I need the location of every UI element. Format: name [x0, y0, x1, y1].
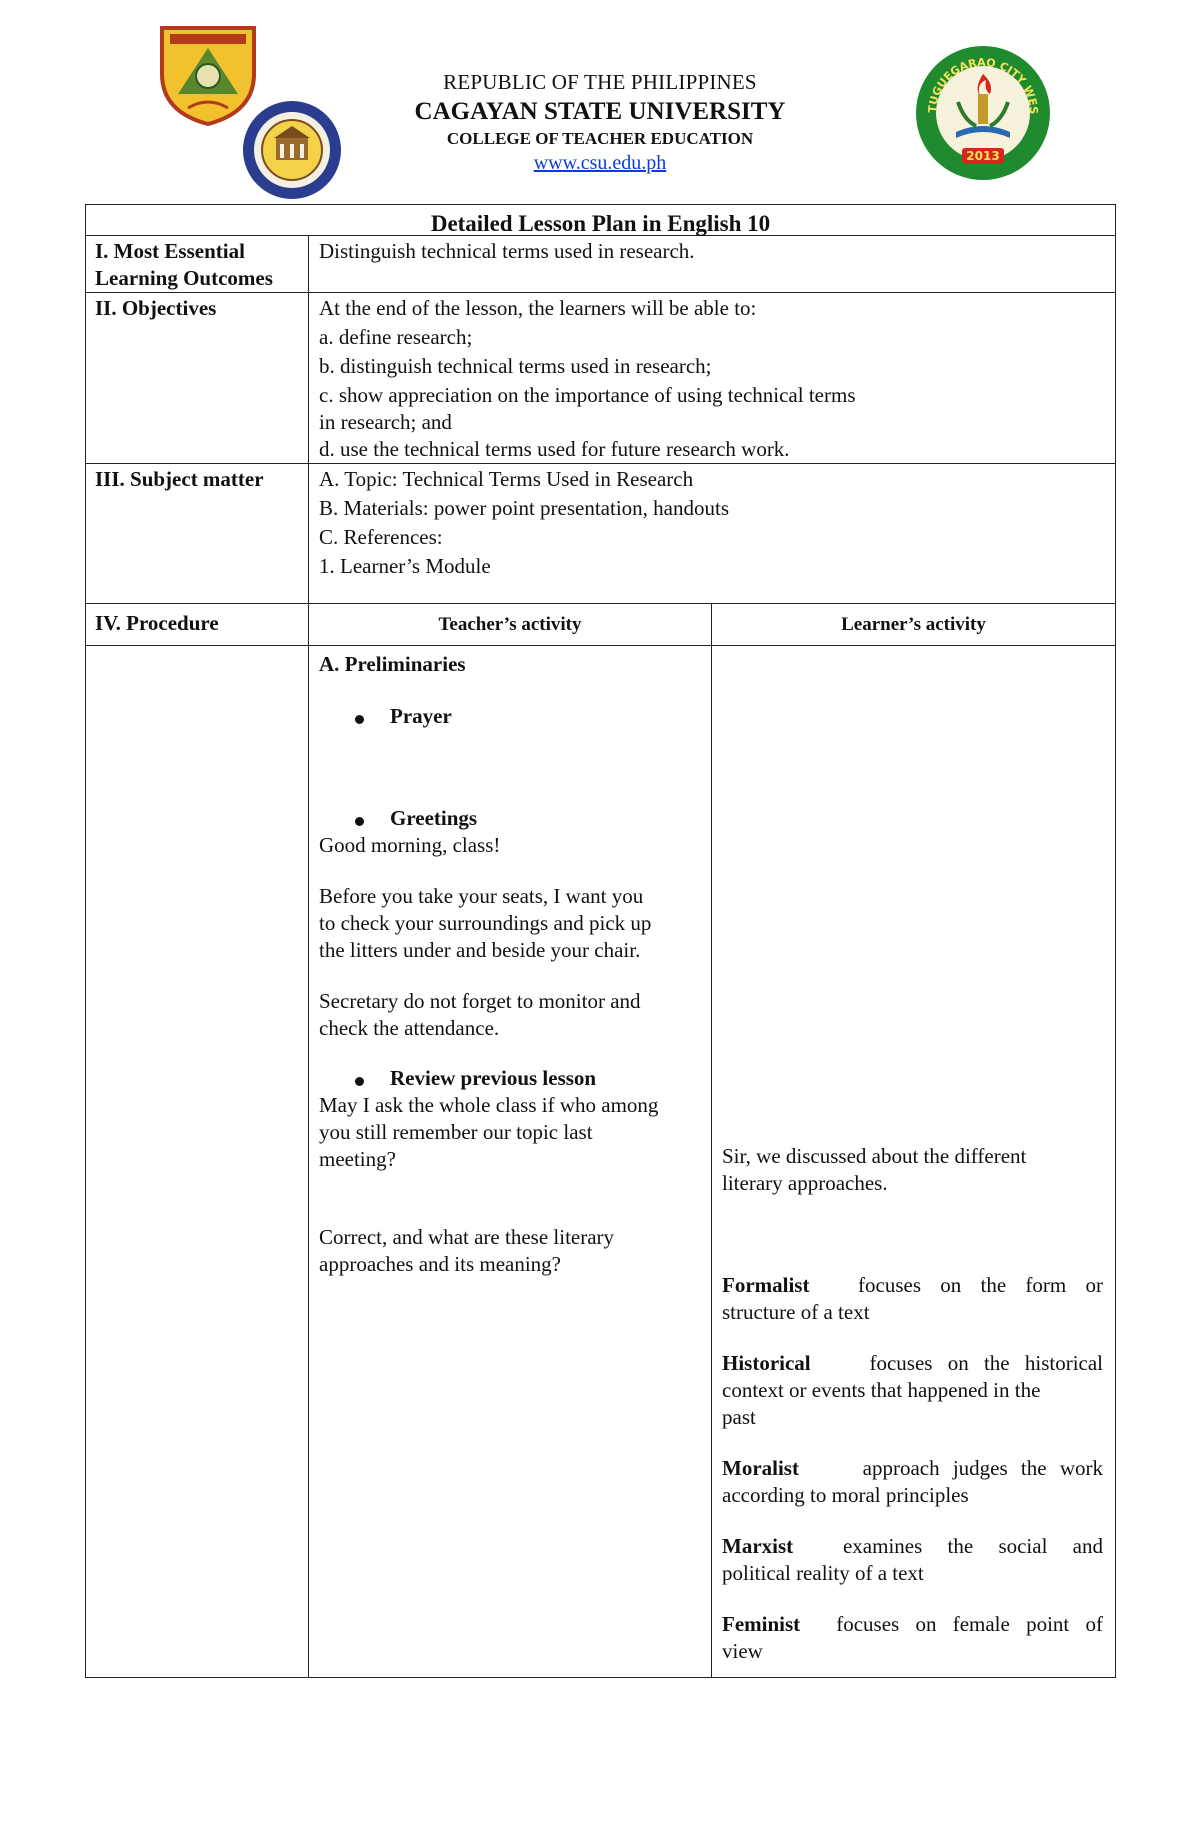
approach-feminist — [722, 1611, 1103, 1638]
review-question-line: May I ask the whole class if who among — [319, 1093, 659, 1117]
letterhead — [300, 70, 900, 175]
preliminaries-heading: A. Preliminaries — [319, 652, 466, 676]
approach-formalist — [722, 1272, 1103, 1299]
objective-item: b. distinguish technical terms used in research; — [319, 354, 712, 378]
secretary-instruction-line: check the attendance. — [319, 1016, 500, 1040]
objective-item: c. show appreciation on the importance of using technical terms — [319, 383, 856, 407]
litter-instruction-line: Before you take your seats, I want you — [319, 884, 644, 908]
lesson-plan-table — [85, 204, 1116, 1678]
seal-ring-text: TUGUEGARAO CITY WES — [925, 55, 1041, 115]
bullet-dot — [355, 715, 364, 724]
university-name: CAGAYAN STATE UNIVERSITY — [414, 98, 786, 125]
greeting-text: Good morning, class! — [319, 833, 501, 857]
approach-desc: examines the social and — [842, 1534, 1103, 1558]
approach-term: Historical — [722, 1351, 811, 1375]
approach-desc-line: context or events that happened in the — [722, 1378, 1041, 1402]
approach-term: Formalist — [722, 1273, 810, 1297]
secretary-instruction-line: Secretary do not forget to monitor and — [319, 989, 641, 1013]
subject-matter-item: A. Topic: Technical Terms Used in Research — [319, 467, 694, 491]
approach-desc: focuses on the form or — [858, 1273, 1103, 1297]
objectives-intro: At the end of the lesson, the learners will be able to: — [319, 296, 757, 320]
followup-question-line: Correct, and what are these literary — [319, 1225, 615, 1249]
approach-desc-line: structure of a text — [722, 1300, 870, 1324]
litter-instruction-line: the litters under and beside your chair. — [319, 938, 641, 962]
approach-moralist — [722, 1455, 1103, 1482]
approach-marxist — [722, 1533, 1103, 1560]
melc-label-line2: Learning Outcomes — [95, 266, 273, 290]
approach-term: Marxist — [722, 1534, 794, 1558]
republic-line: REPUBLIC OF THE PHILIPPINES — [443, 70, 757, 94]
litter-instruction-line: to check your surroundings and pick up — [319, 911, 652, 935]
approach-desc-line: past — [722, 1405, 756, 1429]
prayer-item: Prayer — [390, 704, 452, 728]
objective-item: in research; and — [319, 410, 452, 434]
learner-answer-line: Sir, we discussed about the different — [722, 1144, 1027, 1168]
approach-desc-line: view — [722, 1639, 763, 1663]
learner-activity-heading: Learner’s activity — [841, 614, 986, 635]
subject-matter-item: C. References: — [319, 525, 443, 549]
approach-desc-line: political reality of a text — [722, 1561, 924, 1585]
tuguegarao-city-west-high-school-seal — [914, 44, 1052, 182]
followup-question-line: approaches and its meaning? — [319, 1252, 561, 1276]
subject-matter-item: 1. Learner’s Module — [319, 554, 491, 578]
bullet-dot — [355, 1077, 364, 1086]
subject-matter-item: B. Materials: power point presentation, handouts — [319, 496, 730, 520]
objective-item: d. use the technical terms used for future research work. — [319, 437, 790, 461]
learner-answer-line: literary approaches. — [722, 1171, 888, 1195]
approach-desc: focuses on female point of — [836, 1612, 1103, 1636]
approach-historical — [722, 1350, 1103, 1377]
objective-item: a. define research; — [319, 325, 473, 349]
seal-year: 2013 — [966, 149, 1000, 163]
review-item: Review previous lesson — [390, 1066, 597, 1090]
approach-desc-line: according to moral principles — [722, 1483, 969, 1507]
approach-desc: focuses on the historical — [869, 1351, 1103, 1375]
greetings-item: Greetings — [390, 806, 478, 830]
teacher-activity-heading: Teacher’s activity — [438, 614, 582, 635]
approach-term: Feminist — [722, 1612, 801, 1636]
website-link[interactable]: www.csu.edu.ph — [533, 152, 667, 174]
melc-label-line1: I. Most Essential — [95, 239, 245, 263]
college-name: COLLEGE OF TEACHER EDUCATION — [446, 129, 754, 148]
review-question-line: meeting? — [319, 1147, 396, 1171]
melc-content: Distinguish technical terms used in research. — [319, 239, 695, 263]
subject-matter-label: III. Subject matter — [95, 467, 264, 491]
approach-desc: approach judges the work — [862, 1456, 1103, 1480]
procedure-label: IV. Procedure — [95, 611, 219, 635]
objectives-label: II. Objectives — [95, 296, 217, 320]
approach-term: Moralist — [722, 1456, 799, 1480]
review-question-line: you still remember our topic last — [319, 1120, 593, 1144]
lesson-plan-title: Detailed Lesson Plan in English 10 — [430, 211, 771, 236]
bullet-dot — [355, 817, 364, 826]
